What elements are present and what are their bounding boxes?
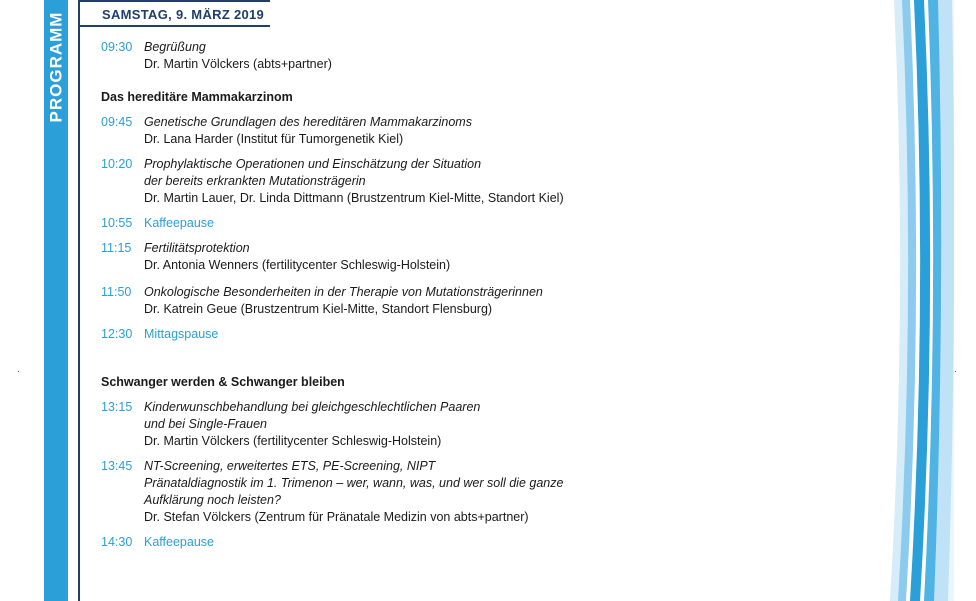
item-speaker: Dr. Stefan Völckers (Zentrum für Pränatale Medizin von abts+partner) <box>144 510 529 524</box>
item-title: Genetische Grundlagen des hereditären Mammakarzinoms <box>144 115 472 129</box>
item-time: 11:50 <box>101 285 132 299</box>
break-label: Mittagspause <box>144 327 219 341</box>
section-heading: Das hereditäre Mammakarzinom <box>101 90 293 104</box>
item-time: 09:30 <box>101 40 133 54</box>
left-divider <box>78 0 80 601</box>
item-title: Fertilitätsprotektion <box>144 241 250 255</box>
item-title-cont: der bereits erkrankten Mutationsträgerin <box>144 174 366 188</box>
item-time: 13:45 <box>101 459 133 473</box>
item-title: NT-Screening, erweitertes ETS, PE-Screening, NIPT <box>144 459 436 473</box>
program-list <box>101 39 861 551</box>
date-rule-bottom <box>80 25 270 27</box>
item-speaker: Dr. Lana Harder (Institut für Tumorgenetik Kiel) <box>144 132 404 146</box>
item-time: 13:15 <box>101 400 133 414</box>
item-title: Kinderwunschbehandlung bei gleichgeschlechtlichen Paaren <box>144 400 481 414</box>
crop-mark <box>955 371 956 372</box>
item-time: 11:15 <box>101 241 132 255</box>
break-label: Kaffeepause <box>144 535 214 549</box>
program-item <box>101 240 861 274</box>
break-item <box>101 326 861 343</box>
item-time: 10:20 <box>101 157 133 171</box>
item-title: Onkologische Besonderheiten in der Therapie von Mutationsträgerinnen <box>144 285 543 299</box>
break-time: 14:30 <box>101 535 133 549</box>
break-item <box>101 215 861 232</box>
program-item <box>101 156 861 207</box>
program-item <box>101 458 861 526</box>
decorative-waves <box>880 0 976 601</box>
item-time: 09:45 <box>101 115 133 129</box>
break-label: Kaffeepause <box>144 216 214 230</box>
section-heading: Schwanger werden & Schwanger bleiben <box>101 375 345 389</box>
date-header <box>80 0 270 27</box>
program-item <box>101 114 861 148</box>
crop-mark <box>18 371 19 372</box>
program-item <box>101 39 861 73</box>
item-speaker: Dr. Martin Völckers (fertilitycenter Schleswig-Holstein) <box>144 434 442 448</box>
item-speaker: Dr. Antonia Wenners (fertilitycenter Schleswig-Holstein) <box>144 258 451 272</box>
break-item <box>101 534 861 551</box>
item-title-cont: und bei Single-Frauen <box>144 417 267 431</box>
item-title: Prophylaktische Operationen und Einschätzung der Situation <box>144 157 482 171</box>
item-title: Begrüßung <box>144 40 206 54</box>
item-title-cont: Aufklärung noch leisten? <box>144 493 281 507</box>
item-speaker: Dr. Martin Lauer, Dr. Linda Dittmann (Brustzentrum Kiel-Mitte, Standort Kiel) <box>144 191 564 205</box>
item-title-cont: Pränataldiagnostik im 1. Trimenon – wer, wann, was, und wer soll die ganze <box>144 476 564 490</box>
item-speaker: Dr. Martin Völckers (abts+partner) <box>144 57 332 71</box>
program-item <box>101 284 861 318</box>
item-speaker: Dr. Katrein Geue (Brustzentrum Kiel-Mitte, Standort Flensburg) <box>144 302 493 316</box>
break-time: 12:30 <box>101 327 133 341</box>
break-time: 10:55 <box>101 216 133 230</box>
sidebar-label-text: PROGRAMM <box>46 11 66 123</box>
sidebar-label <box>44 6 68 128</box>
program-item <box>101 399 861 450</box>
date-title: SAMSTAG, 9. MÄRZ 2019 <box>102 7 265 22</box>
